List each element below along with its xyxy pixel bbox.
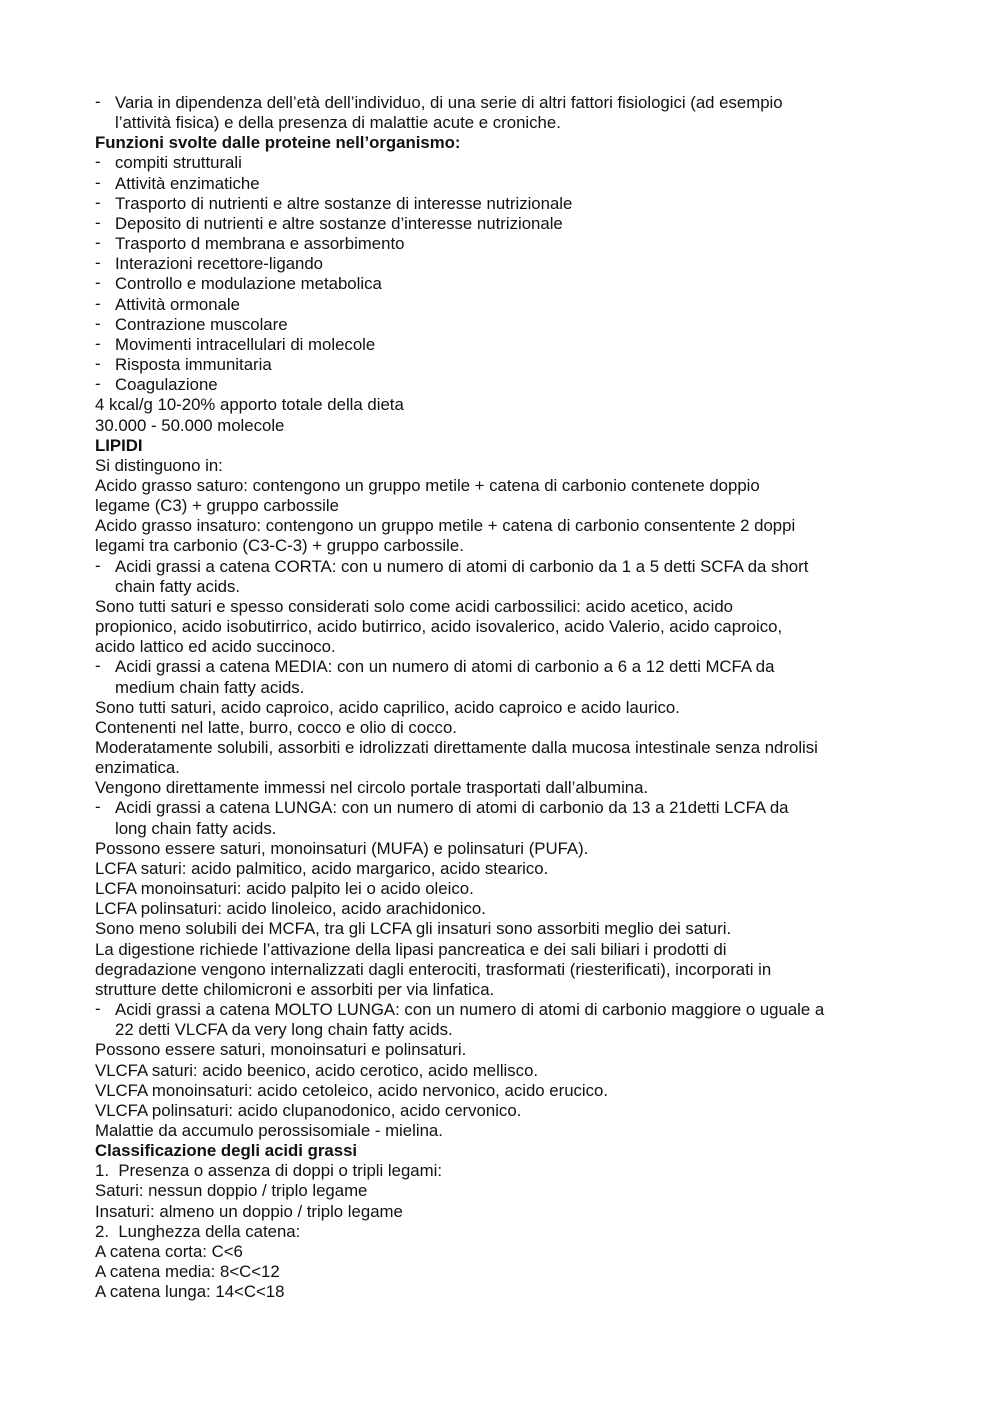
paragraph-line: VLCFA polinsaturi: acido clupanodonico, acido cervonico. [95, 1100, 522, 1120]
heading-text: Classificazione degli acidi grassi [95, 1141, 358, 1161]
paragraph [95, 1040, 940, 1060]
bullet-text-line: Deposito di nutrienti e altre sostanze d’interesse nutrizionale [115, 213, 563, 233]
paragraph-line: LCFA monoinsaturi: acido palpito lei o acido oleico. [95, 879, 474, 899]
bullet-text-line: Acidi grassi a catena MEDIA: con un numero di atomi di carbonio a 6 a 12 detti MCFA da [115, 657, 775, 677]
bullet-item [95, 657, 940, 697]
list-number: 2. [95, 1221, 109, 1241]
paragraph-line: LCFA saturi: acido palmitico, acido margarico, acido stearico. [95, 858, 549, 878]
paragraph [95, 1202, 940, 1222]
paragraph-line: 30.000 - 50.000 molecole [95, 415, 285, 435]
dash-bullet-icon: - [95, 172, 101, 192]
dash-bullet-icon: - [95, 253, 101, 273]
paragraph [95, 919, 940, 939]
dash-bullet-icon: - [95, 374, 101, 394]
paragraph-line: A catena media: 8<C<12 [95, 1262, 280, 1282]
bullet-text-line: Movimenti intracellulari di molecole [115, 334, 376, 354]
bullet-item [95, 174, 940, 194]
paragraph [95, 1121, 940, 1141]
paragraph-line: Possono essere saturi, monoinsaturi e polinsaturi. [95, 1040, 467, 1060]
paragraph-line: A catena corta: C<6 [95, 1241, 243, 1261]
bullet-item [95, 375, 940, 395]
paragraph [95, 698, 940, 718]
bullet-item [95, 194, 940, 214]
dash-bullet-icon: - [95, 192, 101, 212]
paragraph-line: Si distinguono in: [95, 455, 223, 475]
bullet-text-line: Varia in dipendenza dell’età dell’individuo, di una serie di altri fattori fisiologici (ad esempio [115, 93, 783, 112]
paragraph-line: legami tra carbonio (C3-C-3) + gruppo carbossile. [95, 536, 464, 556]
paragraph-line: Acido grasso insaturo: contengono un gruppo metile + catena di carbonio consentente 2 doppi [95, 516, 796, 536]
paragraph [95, 1181, 940, 1201]
paragraph [95, 1242, 940, 1262]
paragraph-line: La digestione richiede l’attivazione della lipasi pancreatica e dei sali biliari i prodotti di [95, 939, 727, 959]
paragraph-line: Saturi: nessun doppio / triplo legame [95, 1181, 368, 1201]
paragraph [95, 738, 940, 778]
numbered-item [95, 1222, 940, 1242]
bullet-text-line: Attività ormonale [115, 294, 240, 314]
bullet-item [95, 93, 940, 133]
paragraph [95, 1282, 940, 1302]
bullet-text-line: Trasporto di nutrienti e altre sostanze di interesse nutrizionale [115, 193, 573, 213]
paragraph-line: A catena lunga: 14<C<18 [95, 1282, 285, 1302]
paragraph-line: Malattie da accumulo perossisomiale - mielina. [95, 1120, 443, 1140]
paragraph-line: propionico, acido isobutirrico, acido butirrico, acido isovalerico, acido Valerio, acido caproico, [95, 617, 783, 637]
dash-bullet-icon: - [95, 333, 101, 353]
paragraph-line: enzimatica. [95, 758, 180, 778]
bullet-item [95, 1000, 940, 1040]
numbered-item-text: Presenza o assenza di doppi o tripli legami: [118, 1161, 443, 1181]
paragraph [95, 859, 940, 879]
dash-bullet-icon: - [95, 313, 101, 333]
bullet-text-line: compiti strutturali [115, 153, 242, 173]
paragraph-line: acido lattico ed acido succinoco. [95, 637, 336, 657]
paragraph [95, 1061, 940, 1081]
numbered-item [95, 1161, 940, 1181]
paragraph [95, 1081, 940, 1101]
paragraph [95, 476, 940, 516]
paragraph [95, 395, 940, 415]
bullet-text-line: Acidi grassi a catena CORTA: con u numero di atomi di carbonio da 1 a 5 detti SCFA da short [115, 556, 809, 576]
dash-bullet-icon: - [95, 797, 101, 817]
dash-bullet-icon: - [95, 92, 101, 111]
bullet-text-line: 22 detti VLCFA da very long chain fatty acids. [115, 1020, 453, 1040]
bullet-text-line: l’attività fisica) e della presenza di malattie acute e croniche. [115, 113, 561, 133]
heading-text: Funzioni svolte dalle proteine nell’organismo: [95, 133, 461, 153]
bullet-item [95, 274, 940, 294]
paragraph [95, 456, 940, 476]
numbered-item-text: Lunghezza della catena: [118, 1221, 301, 1241]
bullet-item [95, 153, 940, 173]
dash-bullet-icon: - [95, 212, 101, 232]
bullet-text-line: Contrazione muscolare [115, 314, 288, 334]
paragraph [95, 839, 940, 859]
paragraph-line: strutture dette chilomicroni e assorbiti per via linfatica. [95, 979, 495, 999]
paragraph-line: Vengono direttamente immessi nel circolo portale trasportati dall’albumina. [95, 778, 649, 798]
paragraph-line: legame (C3) + gruppo carbossile [95, 496, 339, 516]
paragraph-line: Sono tutti saturi e spesso considerati solo come acidi carbossilici: acido acetico, acido [95, 596, 734, 616]
bullet-text-line: Acidi grassi a catena LUNGA: con un numero di atomi di carbonio da 13 a 21detti LCFA da [115, 798, 789, 818]
bullet-text-line: Trasporto d membrana e assorbimento [115, 234, 405, 254]
bullet-text-line: medium chain fatty acids. [115, 677, 305, 697]
heading-text: LIPIDI [95, 435, 143, 455]
dash-bullet-icon: - [95, 999, 101, 1019]
paragraph [95, 516, 940, 556]
paragraph [95, 1101, 940, 1121]
paragraph [95, 940, 940, 1000]
paragraph [95, 778, 940, 798]
bullet-text-line: Attività enzimatiche [115, 173, 260, 193]
paragraph-line: Contenenti nel latte, burro, cocco e olio di cocco. [95, 717, 457, 737]
list-number: 1. [95, 1161, 109, 1181]
paragraph [95, 1262, 940, 1282]
dash-bullet-icon: - [95, 233, 101, 253]
dash-bullet-icon: - [95, 273, 101, 293]
section-heading [95, 133, 940, 153]
bullet-item [95, 214, 940, 234]
bullet-text-line: Interazioni recettore-ligando [115, 254, 324, 274]
bullet-item [95, 295, 940, 315]
bullet-text-line: Controllo e modulazione metabolica [115, 274, 382, 294]
dash-bullet-icon: - [95, 555, 101, 575]
bullet-item [95, 798, 940, 838]
paragraph-line: Sono meno solubili dei MCFA, tra gli LCFA gli insaturi sono assorbiti meglio dei saturi. [95, 919, 732, 939]
bullet-text-line: chain fatty acids. [115, 576, 240, 596]
bullet-text-line: Risposta immunitaria [115, 355, 272, 375]
paragraph-line: VLCFA monoinsaturi: acido cetoleico, acido nervonico, acido erucico. [95, 1080, 609, 1100]
paragraph [95, 718, 940, 738]
paragraph-line: Moderatamente solubili, assorbiti e idrolizzati direttamente dalla mucosa intestinale senza ndrolisi [95, 738, 818, 757]
paragraph-line: VLCFA saturi: acido beenico, acido cerotico, acido mellisco. [95, 1060, 539, 1080]
paragraph [95, 899, 940, 919]
paragraph-line: Acido grasso saturo: contengono un gruppo metile + catena di carbonio contenete doppio [95, 475, 760, 495]
dash-bullet-icon: - [95, 354, 101, 374]
bullet-text-line: Acidi grassi a catena MOLTO LUNGA: con un numero di atomi di carbonio maggiore o uguale a [115, 1000, 825, 1020]
bullet-text-line: long chain fatty acids. [115, 818, 277, 838]
bullet-item [95, 315, 940, 335]
section-heading [95, 1141, 940, 1161]
paragraph-line: LCFA polinsaturi: acido linoleico, acido arachidonico. [95, 899, 486, 919]
paragraph [95, 597, 940, 657]
bullet-item [95, 557, 940, 597]
paragraph-line: degradazione vengono internalizzati dagli enterociti, trasformati (riesterificati), incorporati in [95, 959, 772, 979]
paragraph-line: Sono tutti saturi, acido caproico, acido caprilico, acido caproico e acido laurico. [95, 697, 680, 717]
paragraph-line: 4 kcal/g 10-20% apporto totale della dieta [95, 395, 404, 415]
section-heading [95, 436, 940, 456]
dash-bullet-icon: - [95, 656, 101, 676]
bullet-item [95, 254, 940, 274]
dash-bullet-icon: - [95, 293, 101, 313]
bullet-item [95, 234, 940, 254]
dash-bullet-icon: - [95, 152, 101, 172]
bullet-item [95, 355, 940, 375]
paragraph [95, 416, 940, 436]
bullet-text-line: Coagulazione [115, 375, 218, 395]
paragraph-line: Possono essere saturi, monoinsaturi (MUFA) e polinsaturi (PUFA). [95, 838, 589, 858]
bullet-item [95, 335, 940, 355]
paragraph [95, 879, 940, 899]
paragraph-line: Insaturi: almeno un doppio / triplo legame [95, 1201, 403, 1221]
